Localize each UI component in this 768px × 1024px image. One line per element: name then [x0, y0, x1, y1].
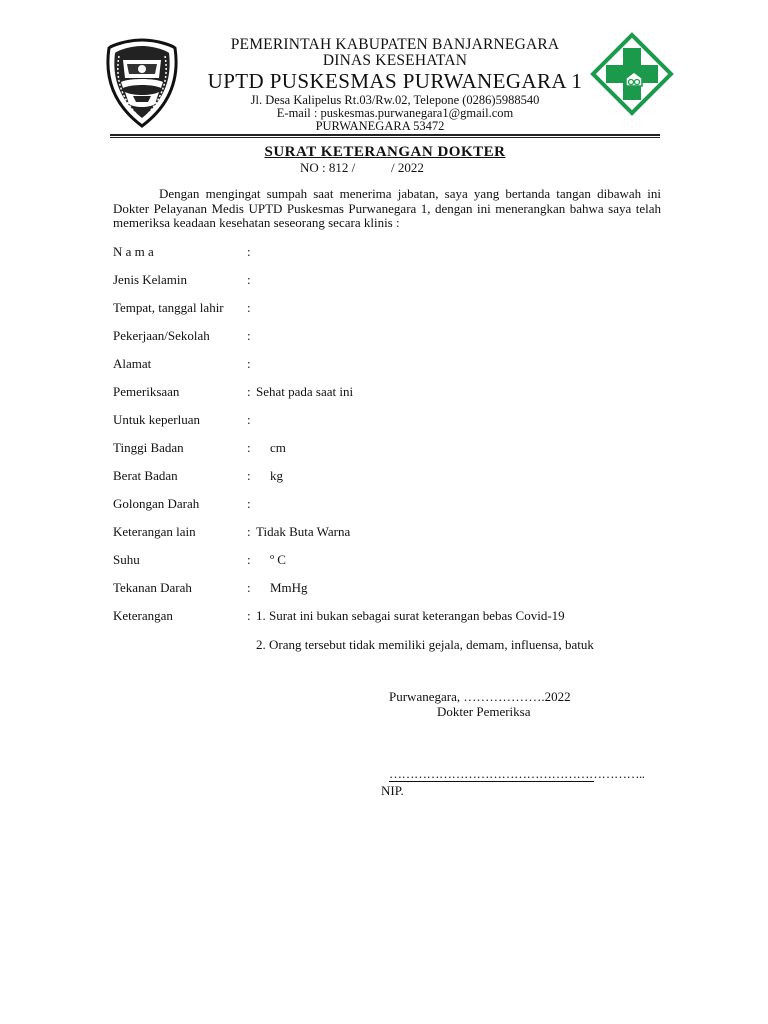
document-number: NO : 812 / / 2022 [300, 160, 424, 175]
letterhead-divider-thick [110, 134, 660, 136]
field-label: Keterangan lain [113, 524, 196, 539]
field-colon: : [247, 580, 251, 595]
field-colon: : [247, 496, 251, 511]
field-value: 1. Surat ini bukan sebagai surat keterangan bebas Covid-19 [256, 608, 565, 623]
field-colon: : [247, 608, 251, 623]
field-label: Tinggi Badan [113, 440, 184, 455]
field-unit: º C [270, 552, 286, 567]
field-unit: cm [270, 440, 286, 455]
field-colon: : [247, 328, 251, 343]
letterhead-institution: UPTD PUSKESMAS PURWANEGARA 1 [207, 69, 583, 93]
field-colon: : [247, 300, 251, 315]
signature-role: Dokter Pemeriksa [437, 704, 531, 719]
field-unit: MmHg [270, 580, 308, 595]
field-label: Keterangan [113, 608, 173, 623]
field-colon: : [247, 384, 251, 399]
intro-paragraph [113, 187, 661, 231]
signature-line: …………………………………………………….. [389, 766, 645, 781]
signature-place-date: Purwanegara, ……………….2022 [389, 689, 571, 704]
letterhead-government: PEMERINTAH KABUPATEN BANJARNEGARA [230, 36, 560, 53]
signature-nip: NIP. [381, 783, 404, 798]
intro-text: Dengan mengingat sumpah saat menerima jabatan, saya yang bertanda tangan dibawah ini Dokter Pelayanan Medis UPTD Puskesmas Purwanegara 1, dengan ini menerangkan bahwa saya telah memeriksa keadaan kesehatan seseorang secara klinis : [113, 186, 661, 230]
field-colon: : [247, 244, 251, 259]
field-colon: : [247, 412, 251, 427]
field-colon: : [247, 356, 251, 371]
field-label: Tekanan Darah [113, 580, 192, 595]
field-label: Tempat, tanggal lahir [113, 300, 224, 315]
field-colon: : [247, 524, 251, 539]
field-label: Untuk keperluan [113, 412, 201, 427]
field-colon: : [247, 552, 251, 567]
letterhead-department: DINAS KESEHATAN [322, 52, 468, 69]
field-label: Golongan Darah [113, 496, 200, 511]
field-value: Tidak Buta Warna [256, 524, 351, 539]
letterhead-address: Jl. Desa Kalipelus Rt.03/Rw.02, Telepone (0286)5988540 [250, 93, 540, 107]
field-label: Pekerjaan/Sekolah [113, 328, 210, 343]
field-label: Suhu [113, 552, 140, 567]
document-title: SURAT KETERANGAN DOKTER [264, 144, 506, 160]
field-colon: : [247, 468, 251, 483]
field-label: Berat Badan [113, 468, 178, 483]
field-label: Pemeriksaan [113, 384, 180, 399]
field-label: N a m a [113, 244, 154, 259]
field-value: Sehat pada saat ini [256, 384, 354, 399]
field-label: Alamat [113, 356, 152, 371]
field-unit: kg [270, 468, 283, 483]
field-value: 2. Orang tersebut tidak memiliki gejala, demam, influensa, batuk [256, 637, 594, 652]
field-colon: : [247, 440, 251, 455]
puskesmas-logo [590, 32, 674, 116]
field-colon: : [247, 272, 251, 287]
field-label: Jenis Kelamin [113, 272, 188, 287]
letterhead-city: PURWANEGARA 53472 [315, 119, 445, 133]
letterhead-email: E-mail : puskesmas.purwanegara1@gmail.com [276, 106, 514, 120]
letterhead-divider-thin [110, 137, 660, 138]
